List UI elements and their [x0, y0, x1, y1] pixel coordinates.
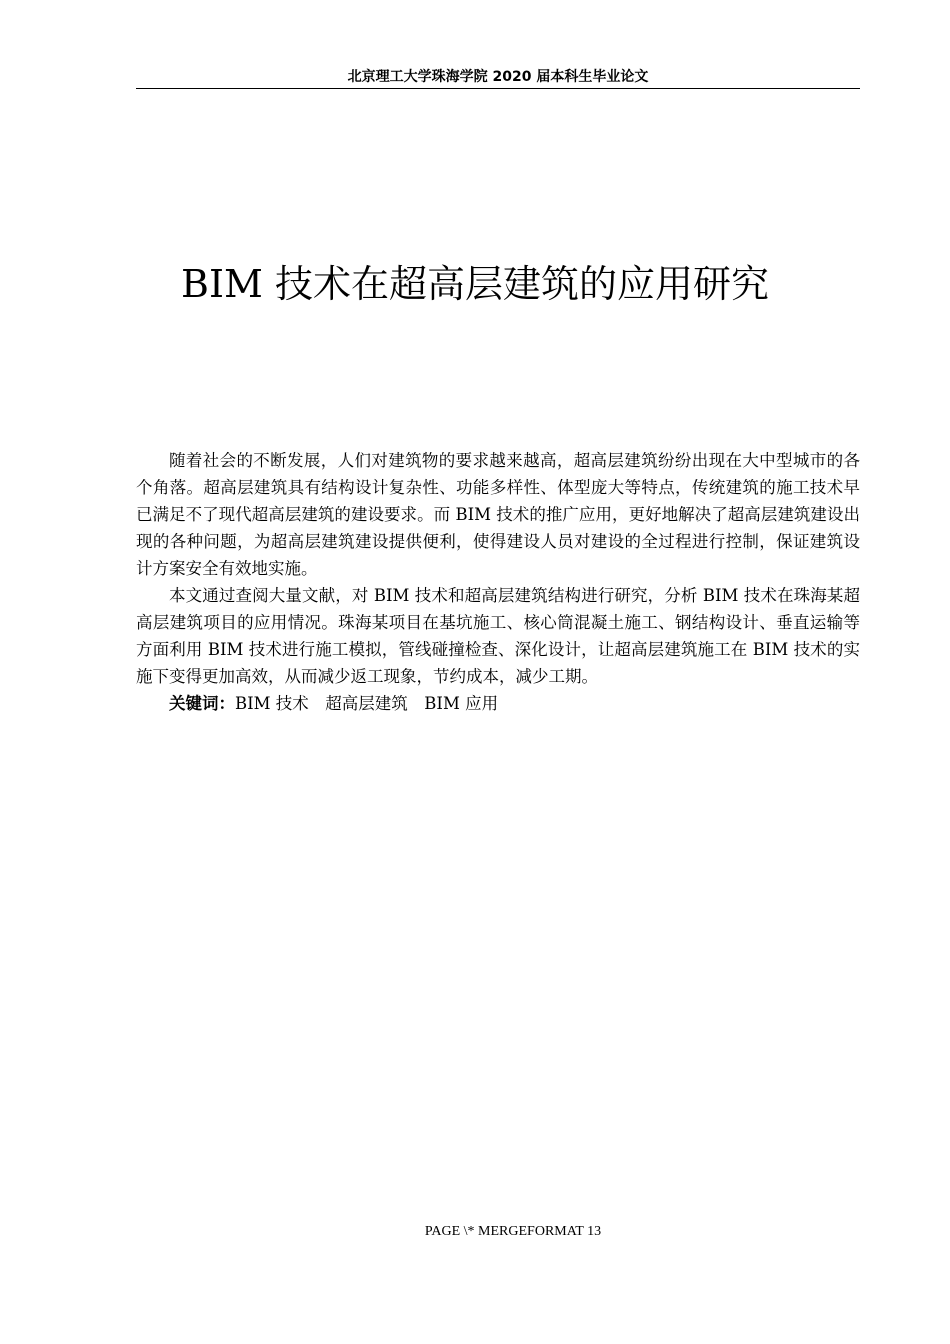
page-footer: PAGE \* MERGEFORMAT 13 — [424, 1224, 602, 1239]
thesis-title: BIM 技术在超高层建筑的应用研究 — [181, 262, 769, 306]
keywords-line — [136, 690, 860, 717]
keywords-label: 关键词： — [169, 694, 235, 713]
abstract-paragraph-1: 随着社会的不断发展，人们对建筑物的要求越来越高，超高层建筑纷纷出现在大中型城市的各个角落。超高层建筑具有结构设计复杂性、功能多样性、体型庞大等特点，传统建筑的施工技术早已满足不了现代超高层建筑的建设要求。而 BIM 技术的推广应用，更好地解决了超高层建筑建设出现的各种问题，为超高层建筑建设提供便利，使得建设人员对建设的全过程进行控制，保证建筑设计方案安全有效地实施。 — [136, 451, 860, 578]
abstract-paragraph-2: 本文通过查阅大量文献，对 BIM 技术和超高层建筑结构进行研究，分析 BIM 技术在珠海某超高层建筑项目的应用情况。珠海某项目在基坑施工、核心筒混凝土施工、钢结构设计、垂直运输等方面利用 BIM 技术进行施工模拟，管线碰撞检查、深化设计，让超高层建筑施工在 BIM 技术的实施下变得更加高效，从而减少返工现象，节约成本，减少工期。 — [136, 586, 860, 686]
abstract-section — [136, 447, 860, 717]
page-header: 北京理工大学珠海学院 2020 届本科生毕业论文 — [136, 66, 860, 89]
keyword-item: BIM 应用 — [424, 694, 499, 713]
keyword-item: BIM 技术 — [235, 694, 309, 713]
keyword-item: 超高层建筑 — [325, 694, 408, 713]
